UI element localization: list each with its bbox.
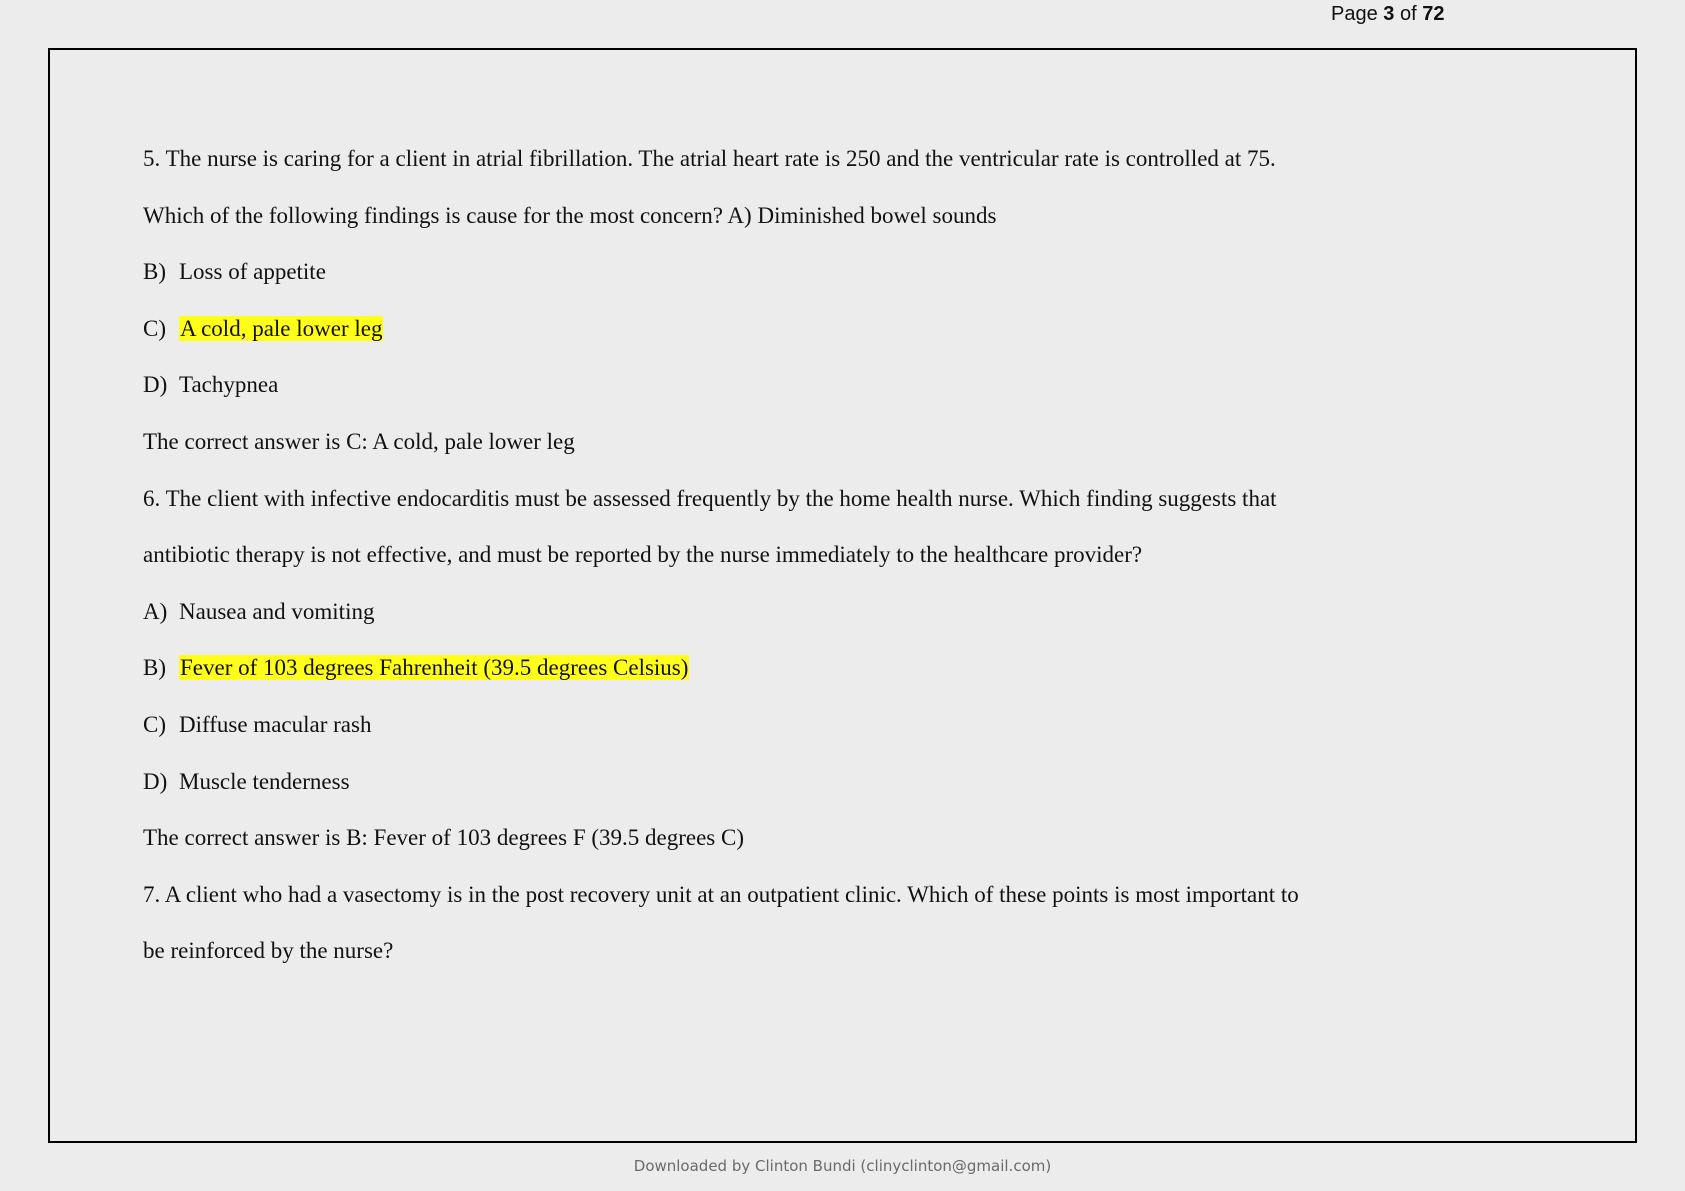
option-letter: D) <box>143 372 168 398</box>
question-7-line-1: 7. A client who had a vasectomy is in the post recovery unit at an outpatient clinic. Which of these points is most important to <box>143 881 1299 907</box>
question-5-line-2: Which of the following findings is cause for the most concern? A) Diminished bowel sounds <box>143 202 997 228</box>
question-7-line-2: be reinforced by the nurse? <box>143 938 394 964</box>
question-5-option-c <box>143 311 1463 368</box>
question-5-answer: The correct answer is C: A cold, pale lower leg <box>143 428 575 454</box>
of-word: of <box>1399 3 1417 25</box>
question-6-line-1: 6. The client with infective endocarditis must be assessed frequently by the home health nurse. Which finding suggests that <box>143 485 1277 511</box>
download-footer: Downloaded by Clinton Bundi (clinyclinton@gmail.com) <box>633 1157 1052 1175</box>
question-5-option-b <box>143 254 1463 311</box>
question-6-option-b <box>143 650 1463 707</box>
page-number <box>1331 0 1444 28</box>
page-word: Page <box>1331 3 1378 25</box>
question-6-option-a <box>143 594 1463 651</box>
current-page: 3 <box>1383 3 1395 25</box>
question-6-answer: The correct answer is B: Fever of 103 degrees F (39.5 degrees C) <box>143 825 744 851</box>
option-letter: D) <box>143 768 168 794</box>
highlighted-answer: Fever of 103 degrees Fahrenheit (39.5 degrees Celsius) <box>180 655 689 681</box>
option-text: Muscle tenderness <box>179 768 350 794</box>
question-6-option-d <box>143 764 1463 821</box>
option-letter: C) <box>143 315 166 341</box>
document-body <box>143 141 1463 990</box>
option-text: Diffuse macular rash <box>179 711 372 737</box>
total-pages: 72 <box>1422 3 1445 25</box>
option-text: Tachypnea <box>179 372 279 398</box>
option-letter: A) <box>143 598 168 624</box>
option-text: Loss of appetite <box>179 259 326 285</box>
question-6-line-2: antibiotic therapy is not effective, and must be reported by the nurse immediately to the healthcare provider? <box>143 542 1143 568</box>
option-letter: C) <box>143 711 166 737</box>
question-6-option-c <box>143 707 1463 764</box>
question-5-line-1: 5. The nurse is caring for a client in atrial fibrillation. The atrial heart rate is 250 and the ventricular rate is controlled at 75. <box>143 146 1276 171</box>
highlighted-answer: A cold, pale lower leg <box>180 315 383 341</box>
option-letter: B) <box>143 655 166 681</box>
option-letter: B) <box>143 259 166 285</box>
option-text: Nausea and vomiting <box>179 598 375 624</box>
question-5-option-d <box>143 367 1463 424</box>
